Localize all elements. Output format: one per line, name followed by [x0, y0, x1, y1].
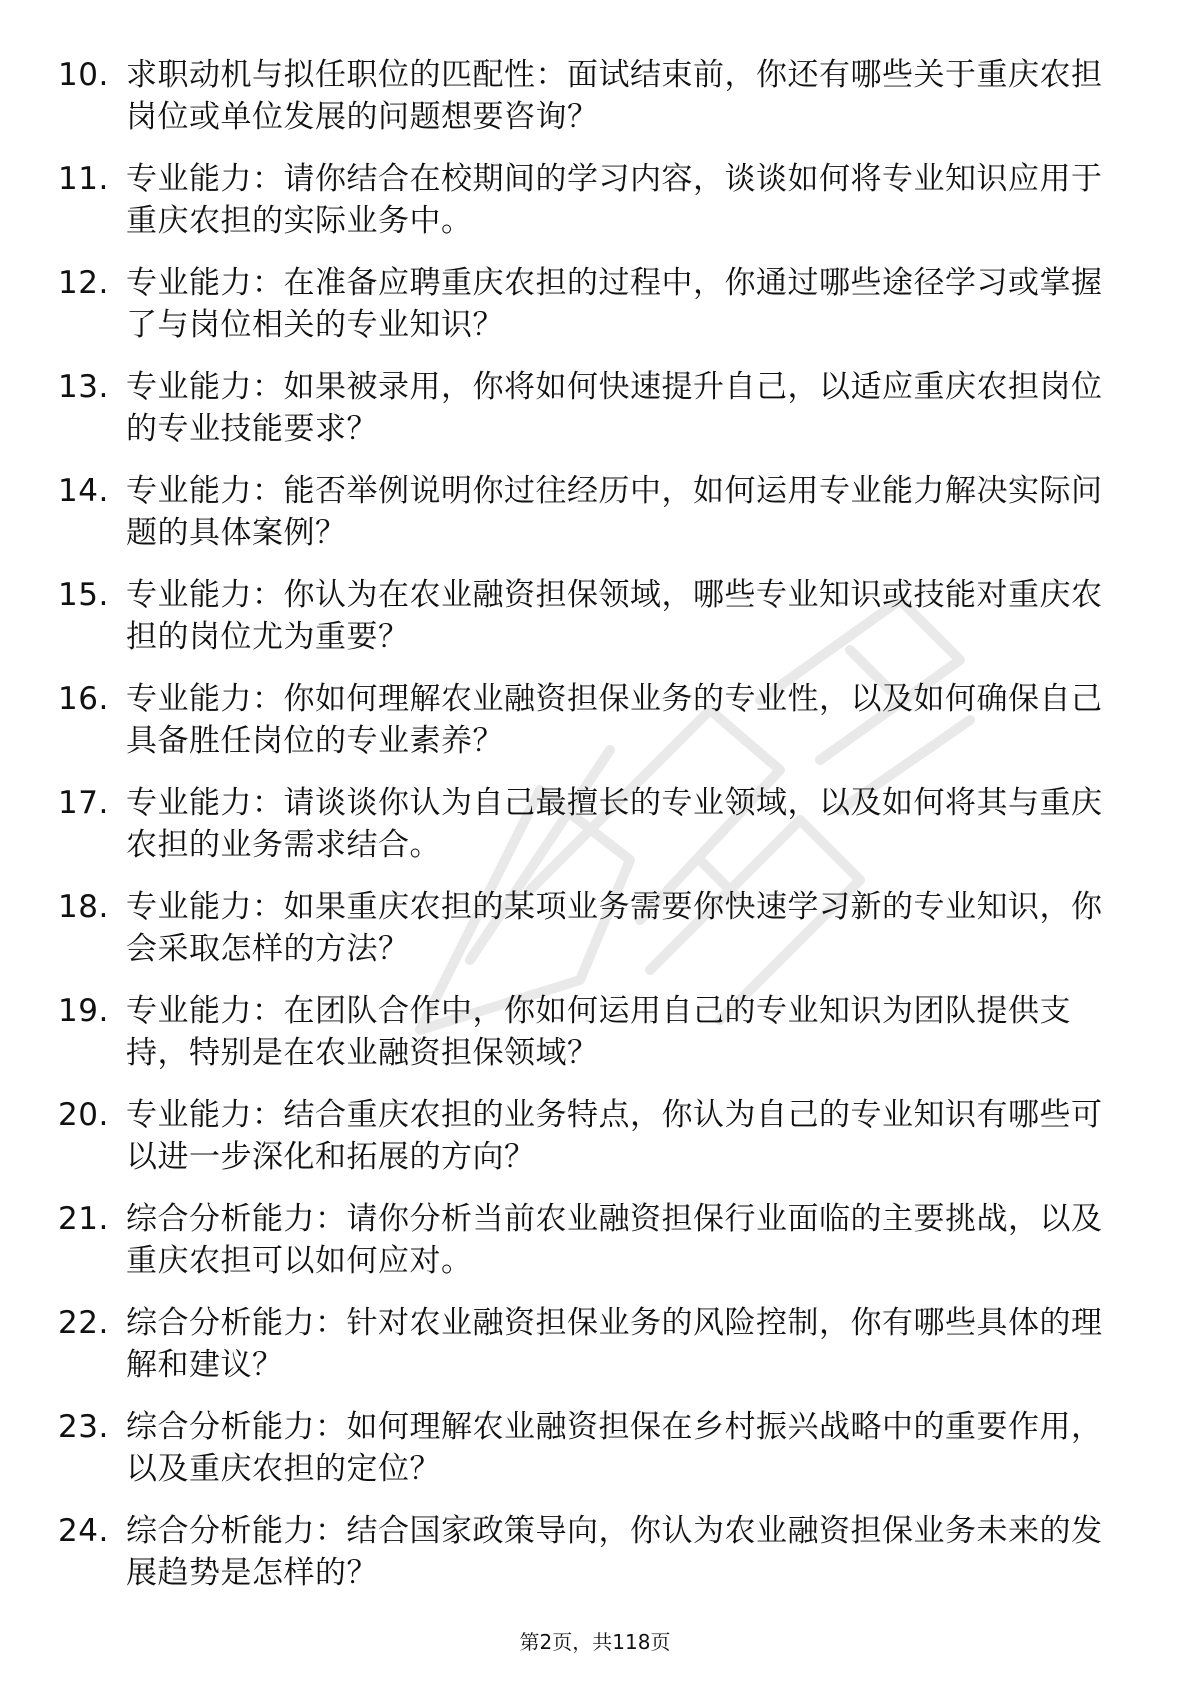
question-number: 21. [58, 1201, 109, 1237]
question-list [58, 54, 1118, 1614]
question-number: 23. [58, 1409, 109, 1445]
list-item [58, 54, 1118, 138]
question-number: 17. [58, 785, 109, 821]
question-text: 专业能力：你如何理解农业融资担保业务的专业性，以及如何确保自己具备胜任岗位的专业素养？ [126, 681, 1103, 759]
question-number: 15. [58, 577, 109, 613]
list-item [58, 1406, 1118, 1490]
question-number: 12. [58, 265, 109, 301]
list-item [58, 886, 1118, 970]
list-item [58, 990, 1118, 1074]
page-footer [0, 1626, 1190, 1655]
question-number: 20. [58, 1097, 109, 1133]
question-text: 综合分析能力：针对农业融资担保业务的风险控制，你有哪些具体的理解和建议？ [126, 1305, 1103, 1383]
list-item [58, 262, 1118, 346]
question-text: 综合分析能力：结合国家政策导向，你认为农业融资担保业务未来的发展趋势是怎样的？ [126, 1513, 1103, 1591]
question-text: 专业能力：在团队合作中，你如何运用自己的专业知识为团队提供支持，特别是在农业融资担保领域？ [126, 993, 1071, 1071]
question-text: 专业能力：能否举例说明你过往经历中，如何运用专业能力解决实际问题的具体案例？ [126, 473, 1103, 551]
question-number: 16. [58, 681, 109, 717]
question-number: 19. [58, 993, 109, 1029]
question-number: 14. [58, 473, 109, 509]
question-number: 22. [58, 1305, 109, 1341]
question-number: 11. [58, 161, 109, 197]
list-item [58, 158, 1118, 242]
question-text: 专业能力：如果被录用，你将如何快速提升自己，以适应重庆农担岗位的专业技能要求？ [126, 369, 1103, 447]
list-item [58, 366, 1118, 450]
question-text: 专业能力：结合重庆农担的业务特点，你认为自己的专业知识有哪些可以进一步深化和拓展的方向？ [126, 1097, 1103, 1175]
question-text: 专业能力：在准备应聘重庆农担的过程中，你通过哪些途径学习或掌握了与岗位相关的专业知识？ [126, 265, 1103, 343]
page-number-label: 第2页，共118页 [519, 1630, 671, 1654]
question-text: 综合分析能力：如何理解农业融资担保在乡村振兴战略中的重要作用，以及重庆农担的定位？ [126, 1409, 1103, 1487]
list-item [58, 1510, 1118, 1594]
list-item [58, 1094, 1118, 1178]
question-text: 专业能力：请谈谈你认为自己最擅长的专业领域，以及如何将其与重庆农担的业务需求结合。 [126, 785, 1103, 863]
question-text: 专业能力：请你结合在校期间的学习内容，谈谈如何将专业知识应用于重庆农担的实际业务中。 [126, 161, 1103, 239]
question-text: 综合分析能力：请你分析当前农业融资担保行业面临的主要挑战，以及重庆农担可以如何应对。 [126, 1201, 1103, 1279]
question-number: 13. [58, 369, 109, 405]
question-number: 24. [58, 1513, 109, 1549]
list-item [58, 782, 1118, 866]
question-text: 求职动机与拟任职位的匹配性：面试结束前，你还有哪些关于重庆农担岗位或单位发展的问题想要咨询？ [126, 57, 1103, 135]
question-text: 专业能力：你认为在农业融资担保领域，哪些专业知识或技能对重庆农担的岗位尤为重要？ [126, 577, 1103, 655]
list-item [58, 678, 1118, 762]
list-item [58, 1198, 1118, 1282]
question-text: 专业能力：如果重庆农担的某项业务需要你快速学习新的专业知识，你会采取怎样的方法？ [126, 889, 1103, 967]
list-item [58, 574, 1118, 658]
question-number: 10. [58, 57, 109, 93]
list-item [58, 470, 1118, 554]
question-number: 18. [58, 889, 109, 925]
list-item [58, 1302, 1118, 1386]
